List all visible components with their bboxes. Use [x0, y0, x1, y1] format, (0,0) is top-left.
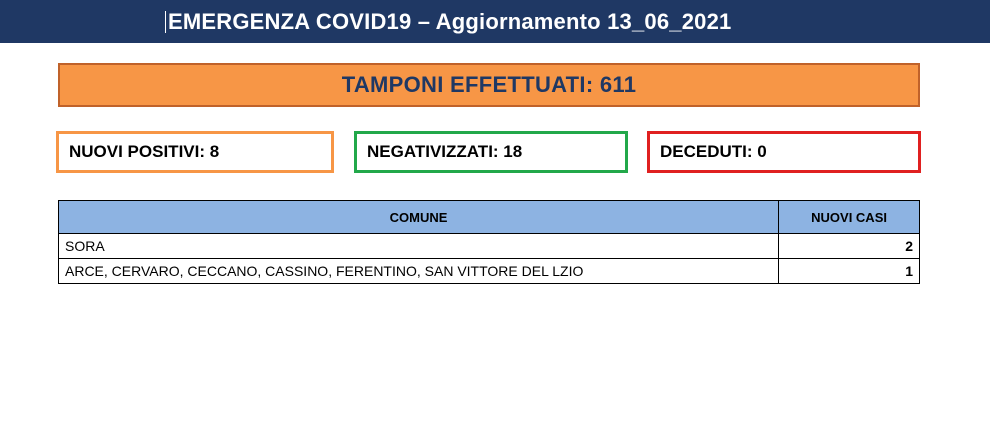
cell-comune: ARCE, CERVARO, CECCANO, CASSINO, FERENTINO, SAN VITTORE DEL LZIO — [59, 259, 779, 284]
nuovi-positivi-box — [56, 131, 334, 173]
negativizzati-box — [354, 131, 628, 173]
page-header — [0, 0, 990, 43]
nuovi-positivi-label: NUOVI POSITIVI: 8 — [69, 142, 220, 161]
cell-nuovi-casi: 2 — [779, 234, 920, 259]
cell-comune: SORA — [59, 234, 779, 259]
cases-table — [58, 200, 920, 284]
deceduti-box — [647, 131, 921, 173]
page-title: EMERGENZA COVID19 – Aggiornamento 13_06_2021 — [168, 8, 732, 34]
text-cursor — [165, 11, 166, 33]
tamponi-label: TAMPONI EFFETTUATI: 611 — [341, 72, 637, 97]
column-header-nuovi-casi: NUOVI CASI — [779, 201, 920, 234]
column-header-comune: COMUNE — [59, 201, 779, 234]
negativizzati-label: NEGATIVIZZATI: 18 — [367, 142, 523, 161]
table-header-row — [59, 201, 920, 234]
deceduti-label: DECEDUTI: 0 — [660, 142, 767, 161]
tamponi-banner — [58, 63, 920, 107]
table-row — [59, 259, 920, 284]
cell-nuovi-casi: 1 — [779, 259, 920, 284]
table-row — [59, 234, 920, 259]
